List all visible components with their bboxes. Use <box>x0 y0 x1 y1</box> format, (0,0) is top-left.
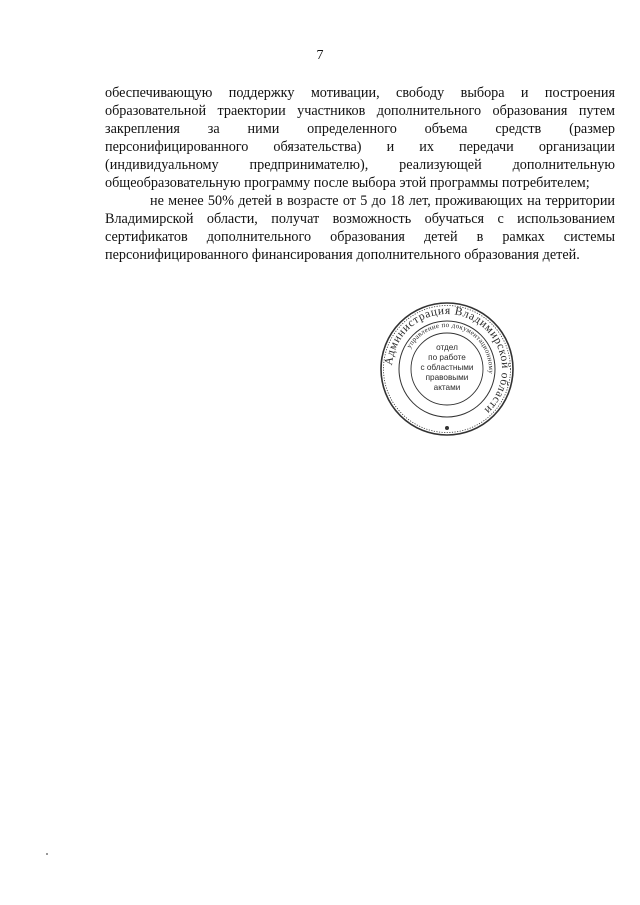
seal-outer-text: Администрация Владимирской области <box>383 304 512 417</box>
scan-speck <box>46 853 48 855</box>
seal-graphic <box>378 300 516 438</box>
seal-inner-text: управление по документационному <box>405 320 496 375</box>
seal-center-line: по работе <box>428 353 466 362</box>
paragraph: не менее 50% детей в возрасте от 5 до 18 лет, проживающих на территории Владимирской области, получат возможность обучаться с использованием сертификатов дополнительного образования детей в рамках системы персонифицированного финансирования дополнительного образования детей. <box>105 193 615 263</box>
document-body <box>105 84 615 264</box>
seal-center-line: отдел <box>436 343 458 352</box>
page-number: 7 <box>316 48 324 63</box>
official-seal <box>378 300 516 438</box>
seal-center-line: актами <box>433 383 461 392</box>
seal-center-line: с областными <box>420 363 474 372</box>
seal-center-line: правовыми <box>425 373 469 382</box>
seal-star-mark <box>445 426 449 430</box>
paragraph: обеспечивающую поддержку мотивации, свободу выбора и построения образовательной траектории участников дополнительного образования путем закрепления за ними определенного объема средств (размер персонифицированного обязательства) и их передачи организации (индивидуальному предпринимателю), реализующей дополнительную общеобразовательную программу после выбора этой программы потребителем; <box>105 85 615 191</box>
